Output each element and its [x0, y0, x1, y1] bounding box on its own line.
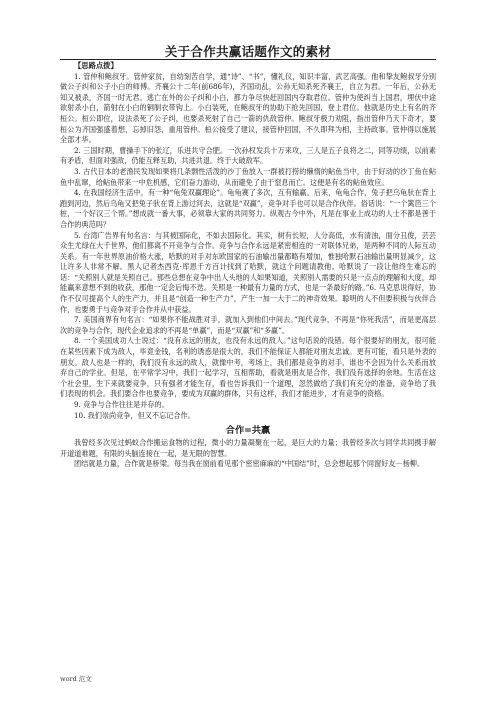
document-body — [60, 61, 436, 470]
paragraph-9: 9. 竞争与合作往往是并存的。 — [74, 400, 169, 409]
paragraph-1: 1. 管仲和鲍叔牙。管仲家贫，自幼刻苦自学，通“诗”、“书”，懂礼仪，知识丰富，武艺高强。他和挚友鲍叔牙分别做公子纠和公子小白的师傅。齐襄公十二年(前686年)，齐国动乱，公孙无知杀死齐襄王，自立为君。一年后，公孙无知又被杀，齐国一时无君。逃亡在外的公子纠和小白，都力争尽快赶回国内夺取君位。管仲为使纠当上国君，埋伏中途欲射杀小白，箭射在小白的铜制衣带钩上。小白装死，在鲍叔牙的协助下抢先回国，登上君位。他就是历史上有名的齐桓公。桓公即位，设法杀死了公子纠，也要杀死射了自己一箭的仇敌管仲。鲍叔牙极力劝阻，指出管仲乃天下奇才，要桓公为齐国强盛着想，忘掉旧怨，重用管仲。桓公接受了建议，接管仲回国，不久即拜为相，主持政事。管仲得以施展全部才华。 — [60, 71, 436, 145]
page-footer: word 范文 — [60, 675, 92, 683]
paragraph-2: 2. 三国时期，曹操手下的张辽，乐进共守合肥。一次孙权发兵十万来攻，三人是五子良将之二，同等功绩，以前素有矛盾，但面对强敌，仍能互释互助，共进共退。终于大破敌军。 — [60, 145, 436, 166]
paragraph-4: 4. 在我国经济生活中，有一种“龟兔双赢理论”。龟龟赛了多次，互有输赢。后来，龟龟合作，兔子把乌龟驮在背上跑到河边，然后乌龟又把兔子驮在背上游过河去，这就是“双赢”，竞争对手也可以是合作伙伴。俗话说：“一个篱笆三个桩，一个好汉三个帮。”想成就一番大事，必须靠大家的共同努力。纵观古今中外，凡是在事业上成功的人士不都是善于合作的典范吗？ — [60, 188, 436, 229]
paragraph-8: 8. 一个美国成功人士说过：“没有永远的朋友，也没有永远的敌人。”这句话说的没错。每个很要好的朋友，很可能在某些因素下成为敌人，毕竟金钱，名利的诱惑是很大的，我们不能保证人都能对朋友忠诚。更有可能，看只是外表的朋友。敌人也是一样的，我们没有永远的敌人，就像中考，考场上，我们都是竞争的对手，谁也不会因为什么关系而放弃自己的学业。但是，在平常学习中，我们一起学习，互相帮助，看就是朋友是合作，我们没有选择的余地。生活在这个社会里，生下来就要竞争，只有强者才能生存，看也告诉我们一个道理，忽然做给了我们有充分的准备，竞争给了我们表现的机会。我们要合作也要竞争，要成为双赢的群体，只有这样，我们才能进步，才有竞争的资格。 — [60, 336, 436, 399]
paragraph-3: 3. 古代日本的老渔民发现如果将几条剽性活泼的沙丁鱼放入一群被打捞的懒惰的鲇鱼当中，由于好动的沙丁鱼在鲇鱼中乱窜，给鲇鱼带来一中危机感，它们奋力游动，从而避免了由于窒息而亡。这便是有名的鲇鱼效应。 — [60, 166, 436, 187]
essay-paragraph-2: 团结就是力量，合作就是桥梁。每当我在窗前看见那个密密麻麻的“中国结”时，总会想起那个同窗好友－杨柳。 — [74, 459, 425, 469]
paragraph-10: 10. 我们崇尚竞争，但又不忘记合作。 — [74, 410, 195, 420]
essay-paragraph-1: 我曾经多次见过蚂蚁合作搬运食物的过程，微小的力量凝聚在一起，是巨大的力量；我曾经多次与同学共同携手解开道道难题，有限的头脑连接在一起，是无限的智慧。 — [60, 438, 436, 458]
document-title: 关于合作共赢话题作文的素材 — [164, 44, 332, 59]
paragraph-5: 5. 台湾广告界有句名言：与其被国际化，不如去国际化。其实，树有长短，人分高低，水有清浊，面分丑俊，芸芸众生尤绿在大千世界，他们都离不开竞争与合作。竞争与合作永远是紧密相连的一对联体兄弟，是两种不同的人际互动关系。有一年世界原油价格大涨，哈默的对手对东欧国家的石油输出量都略有增加，惟独哈默石油输出量明显减少，这让许多人非常不解。黑人记者杰西克·库恩千方百计找到了哈默，就这个问题请教他。哈默说了一段让他终生难忘的话：“关照别人就是关照自己。那些总想在竞争中出人头地的人如果知道，关照别人需要的只是一点点的理解和大度，却能赢来意想不到的收获，那他一定会后悔不迭。关照是一种最有力量的方式，也是一条最好的路。”6. 马克思说得好，协作不仅可提高个人的生产力，并且是“创造一种生产力”，产生一加一大于二的神奇效果。聪明的人不但要积极与伙伴合作，也要勇于与竞争对手合作并从中获益。 — [60, 230, 436, 314]
paragraph-7: 7. 美国商界有句名言：“如果你不能战胜对手，就加入到他们中间去。”现代竞争，不再是“你死我活”，而是更高层次的竞争与合作，现代企业追求的不再是“单赢”，而是“双赢”和“多赢”。 — [60, 315, 436, 335]
essay-heading: 合作=共赢 — [225, 425, 271, 437]
title-underline — [60, 59, 436, 60]
section-label: 【思路点拨】 — [74, 61, 118, 70]
